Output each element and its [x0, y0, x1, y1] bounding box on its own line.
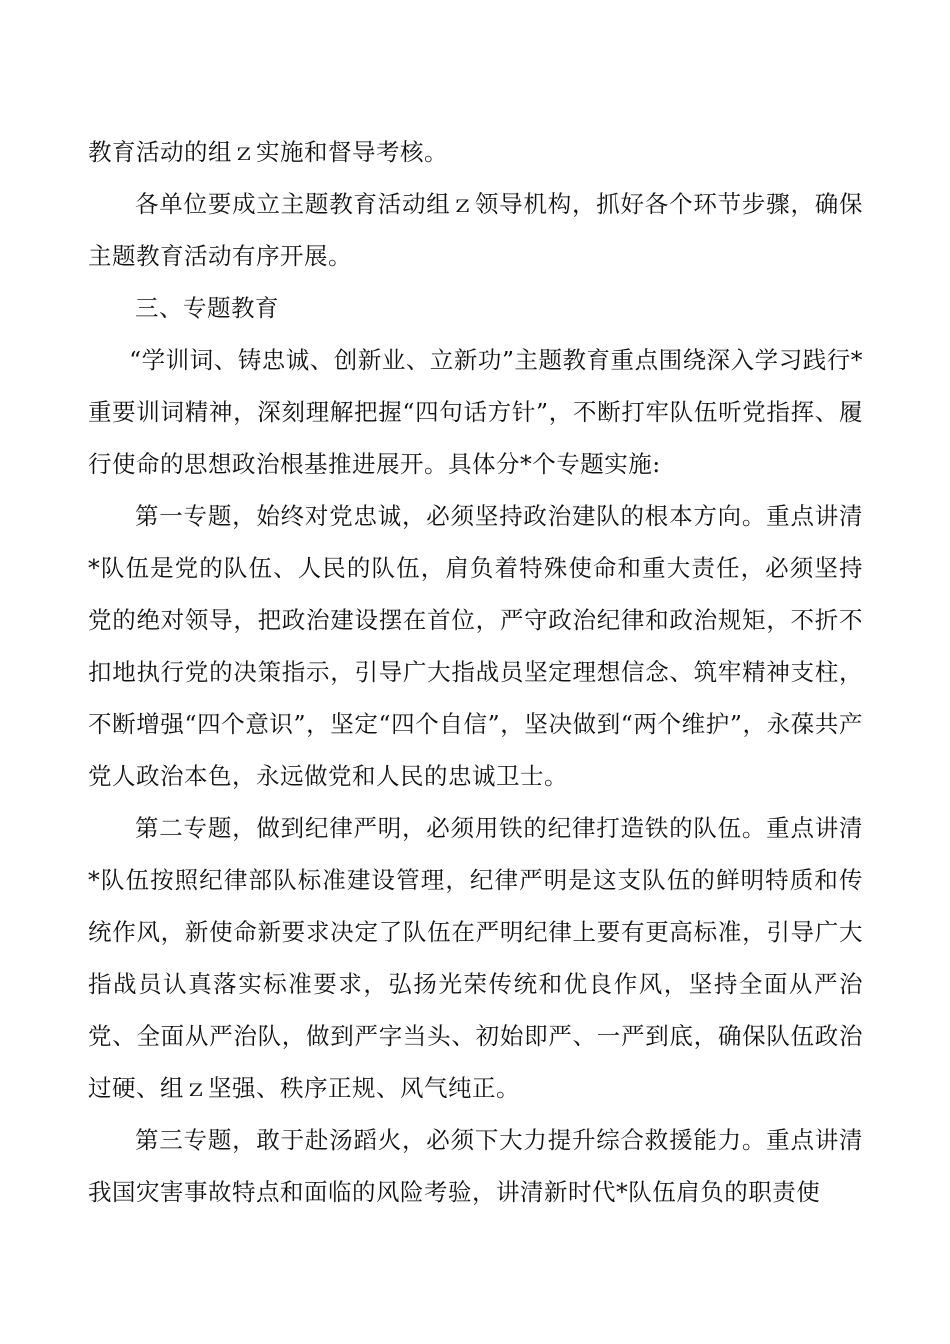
section-heading: 三、专题教育: [135, 294, 279, 322]
paragraph-1: 教育活动的组ｚ实施和督导考核。: [88, 138, 448, 166]
paragraph-topic-1: 第一专题，始终对党忠诚，必须坚持政治建队的根本方向。重点讲清*队伍是党的队伍、人民的队伍，肩负着特殊使命和重大责任，必须坚持党的绝对领导，把政治建设摆在首位，严守政治纪律和政治规矩，不折不扣地执行党的决策指示，引导广大指战员坚定理想信念、筑牢精神支柱，不断增强“四个意识”，坚定“四个自信”，坚决做到“两个维护”，永葆共产党人政治本色，永远做党和人民的忠诚卫士。: [88, 502, 863, 790]
paragraph-intro: “学训词、铸忠诚、创新业、立新功”主题教育重点围绕深入学习践行*重要训词精神，深刻理解把握“四句话方针”，不断打牢队伍听党指挥、履行使命的思想政治根基推进展开。具体分*个专题实施:: [88, 346, 863, 478]
paragraph-topic-2: 第二专题，做到纪律严明，必须用铁的纪律打造铁的队伍。重点讲清*队伍按照纪律部队标准建设管理，纪律严明是这支队伍的鲜明特质和传统作风，新使命新要求决定了队伍在严明纪律上要有更高标准，引导广大指战员认真落实标准要求，弘扬光荣传统和优良作风，坚持全面从严治党、全面从严治队，做到严字当头、初始即严、一严到底，确保队伍政治过硬、组ｚ坚强、秩序正规、风气纯正。: [88, 814, 863, 1102]
paragraph-2: 各单位要成立主题教育活动组ｚ领导机构，抓好各个环节步骤，确保主题教育活动有序开展。: [88, 190, 863, 270]
document-body: [88, 126, 863, 1218]
paragraph-topic-3: 第三专题，敢于赴汤蹈火，必须下大力提升综合救援能力。重点讲清我国灾害事故特点和面临的风险考验，讲清新时代*队伍肩负的职责使: [88, 1126, 863, 1206]
